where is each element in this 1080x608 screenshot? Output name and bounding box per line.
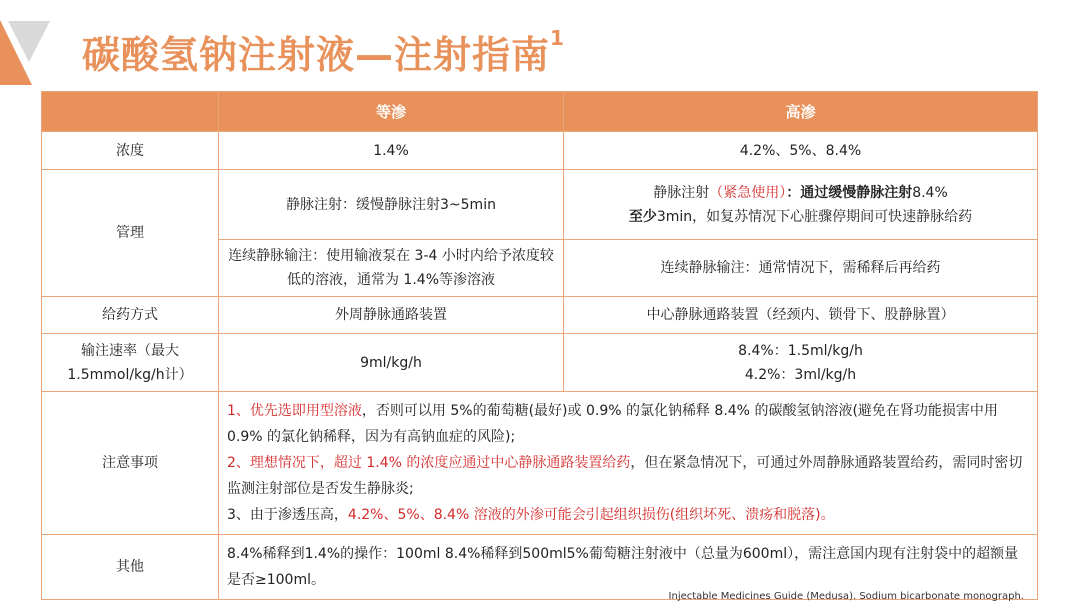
table-row: 管理 静脉注射：缓慢静脉注射3~5min 静脉注射（紧急使用）：通过缓慢静脉注射8.4% 至少3min，如复苏情况下心脏骤停期间可快速静脉给药 — [42, 170, 1038, 240]
guide-table — [41, 91, 1038, 600]
table-row: 注意事项 1、优先选即用型溶液，否则可以用 5%的葡萄糖(最好)或 0.9% 的氯化钠稀释 8.4% 的碳酸氢钠溶液(避免在肾功能损害中用 0.9% 的氯化钠稀释，因为有高钠血症的风险); 2、理想情况下，超过 1.4% 的浓度应通过中心静脉通路装置给药，但在紧急情况下，可通过外周静脉通路装置给药，需同时密切监测注射部位是否发生静脉炎; 3、由于渗透压高，4.2%、5%、8.4% 溶液的外渗可能会引起组织损伤(组织坏死、溃疡和脱落)。 — [42, 392, 1038, 535]
hyper-injection-cell: 静脉注射（紧急使用）：通过缓慢静脉注射8.4% 至少3min，如复苏情况下心脏骤停期间可快速静脉给药 — [564, 170, 1038, 240]
table-row: 其他 8.4%稀释到1.4%的操作：100ml 8.4%稀释到500ml5%葡萄糖注射液中（总量为600ml），需注意国内现有注射袋中的超额量是否≥100ml。 — [42, 535, 1038, 600]
header-hypertonic: 高渗 — [564, 92, 1038, 132]
table-row: 浓度 1.4% 4.2%、5%、8.4% — [42, 132, 1038, 170]
notes-cell: 1、优先选即用型溶液，否则可以用 5%的葡萄糖(最好)或 0.9% 的氯化钠稀释 8.4% 的碳酸氢钠溶液(避免在肾功能损害中用 0.9% 的氯化钠稀释，因为有高钠血症的风险); 2、理想情况下，超过 1.4% 的浓度应通过中心静脉通路装置给药，但在紧急情况下，可通过外周静脉通路装置给药，需同时密切监测注射部位是否发生静脉炎; 3、由于渗透压高，4.2%、5%、8.4% 溶液的外渗可能会引起组织损伤(组织坏死、溃疡和脱落)。 — [219, 392, 1038, 535]
page-title: 碳酸氢钠注射液—注射指南$^1$ — [82, 26, 565, 77]
corner-decoration — [0, 0, 60, 90]
reference-footnote: Injectable Medicines Guide (Medusa). Sodium bicarbonate monograph. — [668, 591, 1024, 602]
table-row: 连续静脉输注：使用输液泵在 3-4 小时内给予浓度较低的溶液，通常为 1.4%等渗溶液 连续静脉输注：通常情况下，需稀释后再给药 — [42, 240, 1038, 297]
header-isotonic: 等渗 — [219, 92, 564, 132]
table-row: 给药方式 外周静脉通路装置 中心静脉通路装置（经颈内、锁骨下、股静脉置） — [42, 297, 1038, 334]
table-header-row — [42, 92, 1038, 132]
table-row: 输注速率（最大1.5mmol/kg/h计） 9ml/kg/h 8.4%：1.5ml/kg/h 4.2%：3ml/kg/h — [42, 334, 1038, 392]
